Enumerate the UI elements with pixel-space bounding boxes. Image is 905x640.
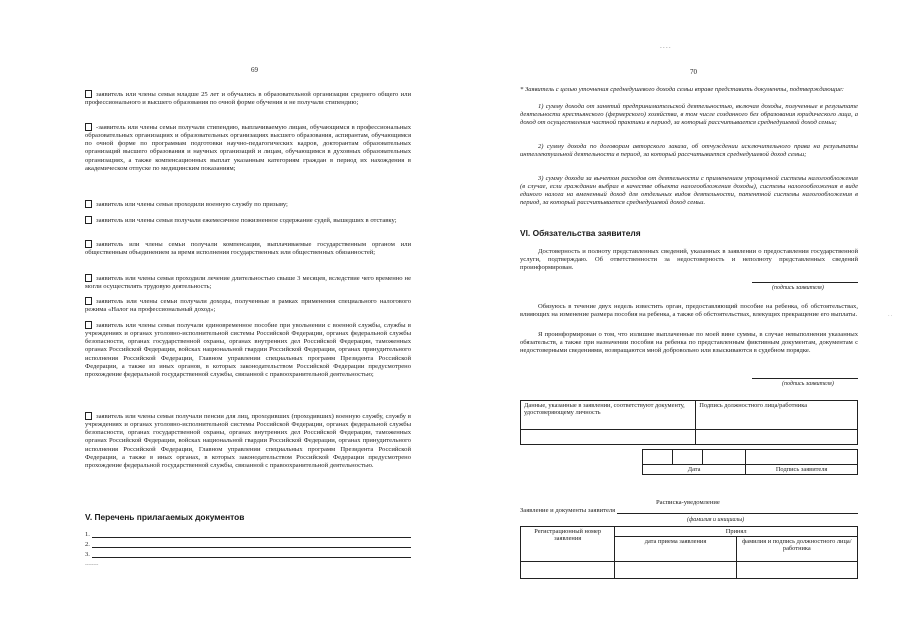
option-item-3: заявитель или члены семьи проходили военную службу по призыву; — [85, 200, 411, 209]
page-number-left: 69 — [251, 66, 258, 74]
applicant-sig-box[interactable] — [746, 450, 858, 465]
footnote-separator: -------- — [85, 563, 99, 568]
receipt-caption: (фамилия и инициалы) — [687, 517, 745, 523]
checkbox-icon[interactable] — [85, 321, 92, 329]
option-item-4: заявитель или члены семьи получали ежемесячное пожизненное содержание судей, вышедших в отставку; — [85, 216, 411, 225]
scan-mark: - - - - — [660, 46, 671, 51]
date-box-2[interactable] — [673, 450, 703, 465]
checkbox-icon[interactable] — [85, 274, 92, 282]
footnote-item-1: 1) сумму дохода от занятий предпринимательской деятельностью, включая доходы, полученные в результате деятельности крестьянского (фермерского) хозяйства, в том числе созданного без образования юридического лица, а доход от осуществления частной практики в период, за который рассчитывается среднедушевой доход семьи; — [520, 103, 858, 127]
receipt-date-header: дата приема заявления — [615, 537, 736, 562]
signature-line-2[interactable] — [752, 378, 858, 379]
verification-cell-empty-left[interactable] — [521, 430, 696, 445]
receipt-title: Расписка-уведомление — [656, 499, 720, 506]
footnote-item-3: 3) сумму дохода за вычетом расходов от деятельности с применением упрощенной системы налогообложения (в случае, если гражданин выбрал в качестве объекта налогообложения доходы), системы налогообложения в виде единого налога на вмененный доход для отдельных видов деятельности, патентной системы налогообложения в период, за который рассчитывается среднедушевой доход семьи. — [520, 175, 858, 207]
receipt-officer-cell[interactable] — [736, 562, 857, 579]
paragraph-obligation: Обязуюсь в течение двух недель известить орган, предоставляющий пособие на ребенка, об обстоятельствах, влияющих на изменение размера пособия на ребенка, а также об обстоятельствах, влекущих прекращение его выплаты. — [520, 303, 858, 319]
option-item-1: заявитель или члены семьи младше 25 лет и обучались в образовательной организации среднего общего или профессионального и высшего образования по очной форме обучения и не получали стипендию; — [85, 91, 411, 107]
receipt-reg-cell[interactable] — [521, 562, 615, 579]
section-5-title: V. Перечень прилагаемых документов — [85, 512, 245, 522]
checkbox-icon[interactable] — [85, 297, 92, 305]
document-line-3[interactable]: 3. — [85, 551, 411, 558]
checkbox-icon[interactable] — [85, 216, 92, 224]
right-page — [452, 0, 905, 640]
signature-caption-2: (подпись заявителя) — [782, 381, 834, 387]
paragraph-confirmation: Достоверность и полноту представленных сведений, указанных в заявлении о предоставлении государственной услуги, подтверждаю. Об ответственности за недостоверность и неполноту представленных сведений проинформирован. — [520, 248, 858, 272]
left-page — [0, 0, 452, 640]
receipt-officer-header: фамилия и подпись должностного лица/работника — [736, 537, 857, 562]
footnote-item-2: 2) сумму дохода по договорам авторского заказа, об отчуждении исключительного права на результаты интеллектуальной деятельности в период, за который рассчитывается среднедушевой доход семьи; — [520, 143, 858, 159]
page-number-right: 70 — [690, 68, 697, 76]
option-item-5: заявитель или члены семьи получали компенсации, выплачиваемые государственным органом или общественным объединением за время исполнения государственных или общественных обязанностей; — [85, 241, 411, 257]
checkbox-icon[interactable] — [85, 123, 92, 131]
checkbox-icon[interactable] — [85, 412, 92, 420]
document-line-2[interactable]: 2. — [85, 541, 411, 548]
receipt-accepted-header: Принял — [615, 527, 858, 537]
applicant-signature-label: Подпись заявителя — [746, 465, 858, 475]
verification-cell-empty-right[interactable] — [696, 430, 858, 445]
verification-cell-right: Подпись должностного лица/работника — [696, 401, 858, 430]
receipt-applicant-line[interactable]: Заявление и документы заявителя — [520, 507, 858, 514]
option-item-2: -заявитель или члены семьи получали стипендию, выплачиваемую лицам, обучающимся в профессиональных образовательных организациях и образовательных организациях высшего образования, аспирантам, обучающимся по очной форме по программам подготовки научно-педагогических кадров, докторантам образовательных организаций высшего образования и научных организаций и лицам, обучающимся в духовных образовательных организациях, а также компенсационных выплат указанным категориям граждан в период их нахождения в академическом отпуске по медицинским показаниям; — [85, 124, 411, 172]
option-item-9: заявитель или члены семьи получали пенсии для лиц, проходивших (проходивших) военную службу, службу в учреждениях и органах уголовно-исполнительной системы Российской Федерации, органах федеральной службы безопасности, органах государственной охраны, органах внутренних дел Российской Федерации, таможенных органах Российской Федерации, войсках национальной гвардии Российской Федерации, органах принудительного исполнения Российской Федерации, Главном управлении специальных программ Президента Российской Федерации, а также в иных органах, в которых законодательством Российской Федерации предусмотрено прохождение федеральной государственной службы, связанной с правоохранительной деятельностью. — [85, 413, 411, 469]
option-item-7: заявитель или члены семьи получали доходы, полученные в рамках применения специального налогового режима «Налог на профессиональный доход»; — [85, 298, 411, 314]
document-line-1[interactable]: 1. — [85, 531, 411, 538]
option-item-8: заявитель или члены семьи получали единовременное пособие при увольнении с военной службы, службы в учреждениях и органах уголовно-исполнительной системы Российской Федерации, органах федеральной службы безопасности, органах государственной охраны, органах внутренних дел Российской Федерации, таможенных органах Российской Федерации, войсках национальной гвардии Российской Федерации, органах принудительного исполнения Российской Федерации, Главном управлении специальных программ Президента Российской Федерации, а также из иных органов, в которых законодательством Российской Федерации предусмотрено прохождение федеральной государственной службы, связанной с правоохранительной деятельностью; — [85, 322, 411, 378]
date-box-1[interactable] — [643, 450, 673, 465]
verification-table — [520, 400, 858, 445]
footnote-intro: * Заявитель с целью уточнения среднедушевого дохода семьи вправе представить документы, подтверждающие: — [520, 86, 844, 93]
margin-mark: · · — [888, 314, 893, 319]
checkbox-icon[interactable] — [85, 240, 92, 248]
signature-line-1[interactable] — [752, 282, 858, 283]
receipt-reg-header: Регистрационный номер заявления — [521, 527, 615, 562]
signature-caption-1: (подпись заявителя) — [772, 285, 824, 291]
section-6-title: VI. Обязательства заявителя — [520, 228, 641, 238]
date-box-3[interactable] — [703, 450, 746, 465]
date-signature-table — [642, 449, 858, 475]
checkbox-icon[interactable] — [85, 200, 92, 208]
receipt-date-cell[interactable] — [615, 562, 736, 579]
paragraph-informed: Я проинформирован о том, что излишне выплаченные по моей вине суммы, в случае невыполнения указанных обязательств, а также при назначении пособия на ребенка по представленным фиктивным документам, документам с недостоверными сведениями, возвращаются мной добровольно или взыскиваются в судебном порядке. — [520, 331, 858, 355]
option-item-6: заявитель или члены семьи проходили лечение длительностью свыше 3 месяцев, вследствие чего временно не могли осуществлять трудовую деятельность; — [85, 275, 411, 291]
checkbox-icon[interactable] — [85, 90, 92, 98]
date-label: Дата — [643, 465, 746, 475]
receipt-table — [520, 526, 858, 579]
verification-cell-left: Данные, указанные в заявлении, соответствуют документу, удостоверяющему личность — [521, 401, 696, 430]
